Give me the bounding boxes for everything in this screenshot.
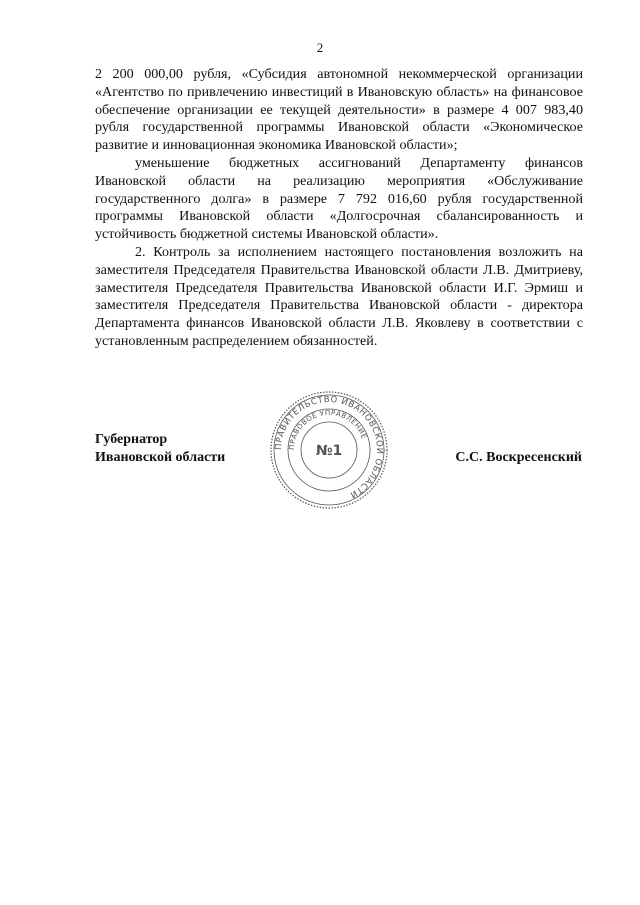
paragraph-continuation: 2 200 000,00 рубля, «Субсидия автономной некоммерческой организации «Агентство по привлечению инвестиций в Ивановскую область» на финансовое обеспечение организации ее текущей деятельности» в размере 4 007 983,40 рубля государственной программы Ивановской области «Экономическое развитие и инновационная экономика Ивановской области»; xyxy=(95,66,583,154)
seal-number: №1 xyxy=(315,443,343,459)
seal-outer-text: ПРАВИТЕЛЬСТВО ИВАНОВСКОЙ ОБЛАСТИ xyxy=(273,394,385,500)
signatory-name: С.С. Воскресенский xyxy=(455,450,582,465)
paragraph-control-clause: 2. Контроль за исполнением настоящего постановления возложить на заместителя Председателя Правительства Ивановской области Л.В. Дмитриеву, заместителя Председателя Правительства Ивановской области И.Г. Эрмиш и заместителя Председателя Правительства Ивановской области - директора Департамента финансов Ивановской области Л.В. Яковлеву в соответствии с установленным распределением обязанностей. xyxy=(95,243,583,349)
signatory-title-line2: Ивановской области xyxy=(95,450,226,465)
paragraph-budget-reduction: уменьшение бюджетных ассигнований Департаменту финансов Ивановской области на реализацию мероприятия «Обслуживание государственного долга» в размере 7 792 016,60 рубля государственной программы Ивановской области «Долгосрочная сбалансированность и устойчивость бюджетной системы Ивановской области». xyxy=(95,154,583,243)
seal-inner-text: ПРАВОВОЕ УПРАВЛЕНИЕ xyxy=(287,408,369,451)
page-number: 2 xyxy=(316,40,324,55)
official-seal xyxy=(268,389,390,511)
document-body xyxy=(95,66,583,351)
signatory-title-line1: Губернатор xyxy=(95,432,168,447)
signatory-title xyxy=(95,431,225,467)
